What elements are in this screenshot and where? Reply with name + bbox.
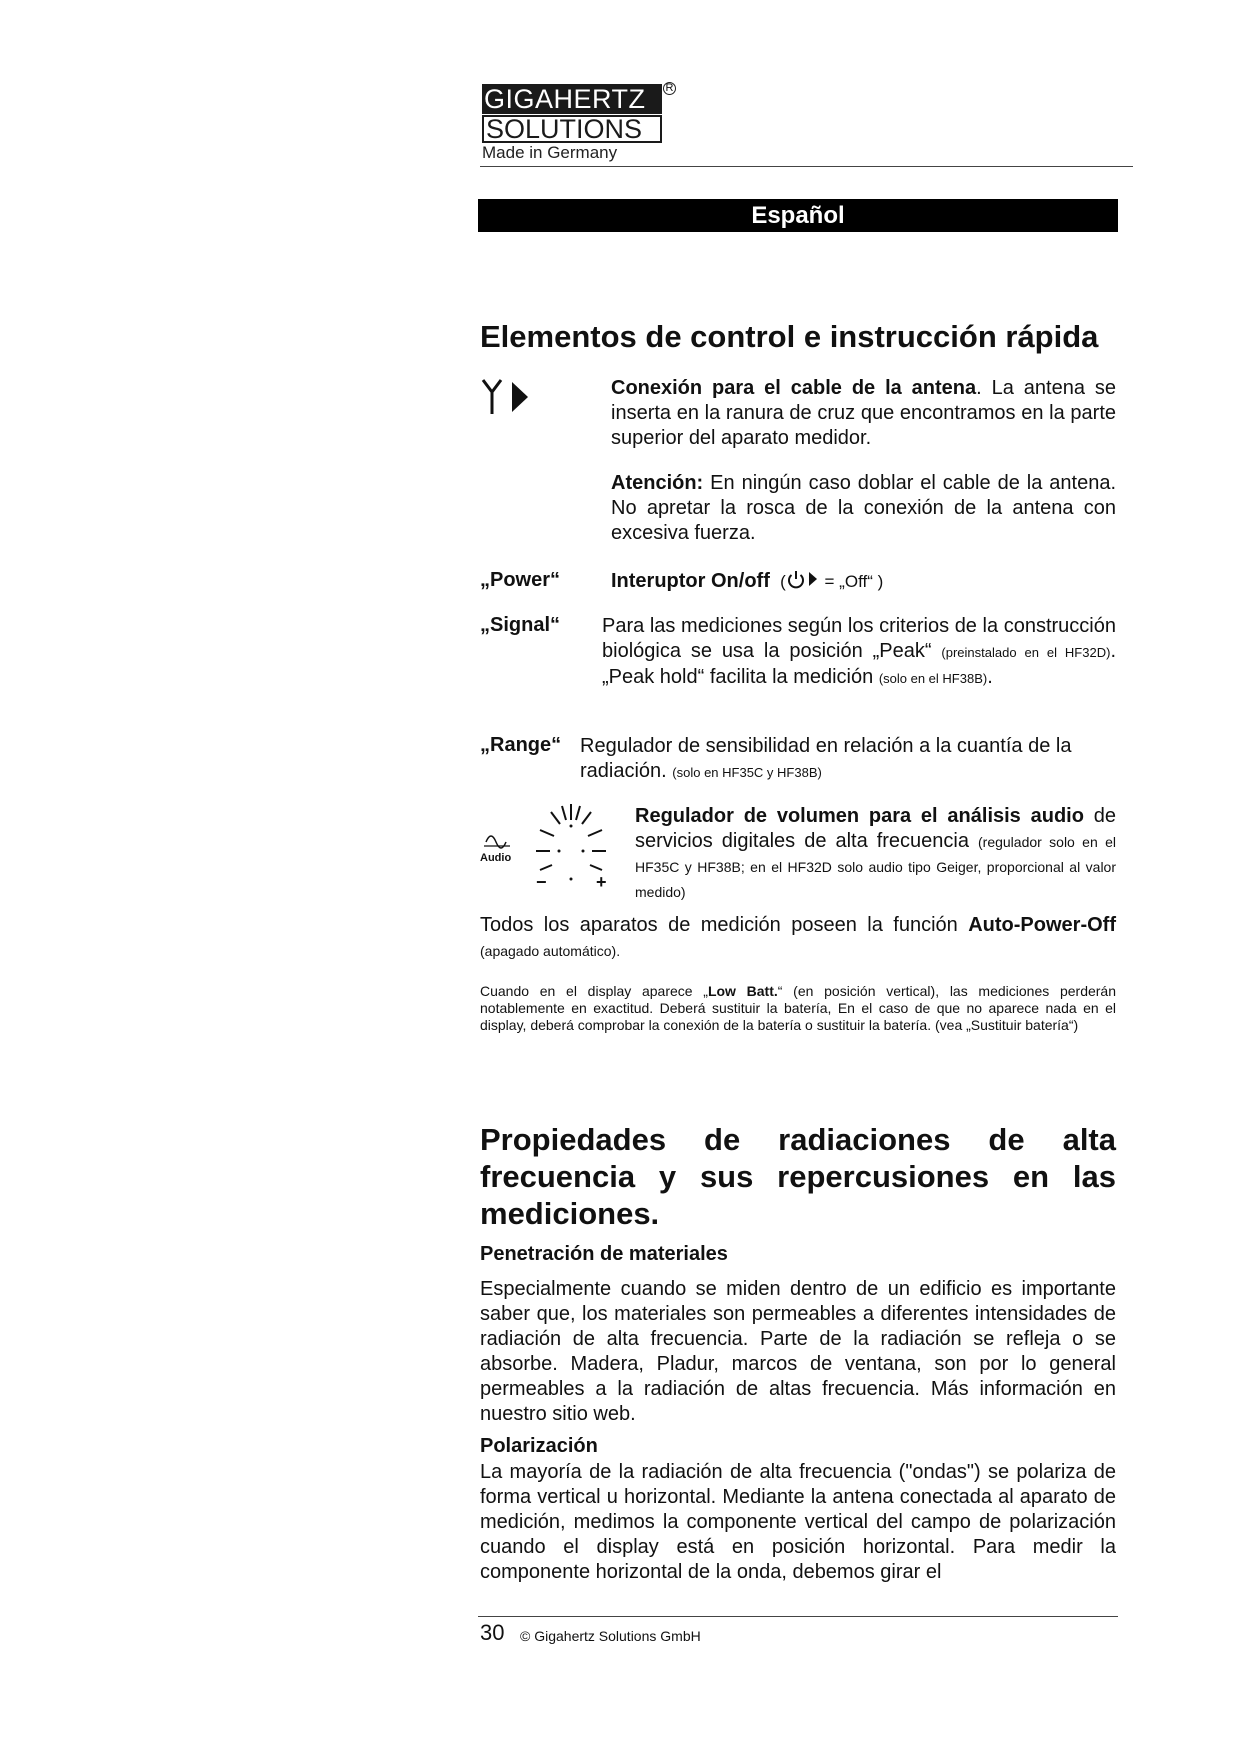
language-bar: Español	[478, 199, 1118, 232]
signal-description	[602, 614, 1116, 691]
logo-line1: GIGAHERTZ	[482, 84, 662, 114]
power-bold: Interuptor On/off	[611, 570, 770, 592]
signal-small2: (solo en el HF38B)	[878, 671, 988, 686]
autopower-small: (apagado automático).	[480, 943, 621, 959]
power-suffix: = „Off“ )	[819, 572, 884, 591]
signal-small1: (preinstalado en el HF32D)	[941, 645, 1111, 660]
registered-mark: R	[663, 82, 676, 95]
dial-plus: +	[596, 872, 607, 892]
power-label: „Power“	[480, 569, 561, 591]
antenna-icon	[480, 376, 536, 421]
audio-icon-label: Audio	[480, 852, 512, 864]
audio-bold: Regulador de volumen para el análisis audio	[635, 805, 1084, 827]
signal-text2: . „Peak hold“ facilita la medición	[602, 640, 1116, 688]
range-small: (solo en HF35C y HF38B)	[672, 765, 822, 780]
section-title-properties: Propiedades de radiaciones de alta frecuencia y sus repercusiones en las mediciones.	[480, 1122, 1116, 1231]
header-rule	[480, 166, 1133, 167]
lowbatt-bold: Low Batt.	[707, 983, 778, 999]
subheading-polarization: Polarización	[480, 1435, 598, 1457]
lowbatt-text1: Cuando en el display aparece „	[480, 983, 708, 999]
antenna-warning	[611, 471, 1116, 546]
low-batt-note	[480, 983, 1116, 1034]
footer-rule	[478, 1616, 1118, 1617]
signal-label: „Signal“	[480, 614, 561, 636]
autopower-bold: Auto-Power-Off	[968, 914, 1116, 936]
audio-text: de servicios digitales de alta frecuencia	[635, 805, 1116, 852]
made-in-germany: Made in Germany	[482, 143, 618, 162]
power-description: Interuptor On/off ( = „Off“ )	[611, 569, 883, 595]
signal-text3: .	[987, 666, 993, 688]
section-title-controls: Elementos de control e instrucción rápida	[480, 319, 1099, 354]
lowbatt-text2: “ (en posición vertical), las mediciones perderán notablemente en exactitud. Deberá sustituir la batería, En el caso de que no aparece nada en el display, deberá comprobar la conexión de la batería o sustituir la batería. (vea „Sustituir batería“)	[480, 983, 1117, 1033]
audio-description	[635, 804, 1116, 904]
dial-minus: −	[536, 872, 547, 892]
range-description	[580, 734, 1116, 785]
paragraph-polarization: La mayoría de la radiación de alta frecuencia ("ondas") se polariza de forma vertical u horizontal. Mediante la antena conectada al aparato de medición, medimos la componente vertical del campo de polarización cuando el display está en posición horizontal. Para medir la componente horizontal de la onda, debemos girar el	[480, 1461, 1116, 1583]
signal-text1: Para las mediciones según los criterios de la construcción biológica se usa la posición „Peak“	[602, 615, 1116, 662]
copyright: © Gigahertz Solutions GmbH	[520, 1628, 701, 1644]
brand-logo	[482, 84, 672, 163]
warning-text: En ningún caso doblar el cable de la antena. No apretar la rosca de la conexión de la antena con excesiva fuerza.	[611, 472, 1116, 544]
warning-bold: Atención:	[611, 472, 704, 494]
autopower-text: Todos los aparatos de medición poseen la función	[480, 914, 958, 936]
page-number: 30	[480, 1620, 505, 1645]
paragraph-penetration: Especialmente cuando se miden dentro de un edificio es importante saber que, los materiales son permeables a diferentes intensidades de radiación de alta frecuencia. Parte de la radiación se refleja o se absorbe. Madera, Pladur, marcos de ventana, son por lo general permeables a la radiación de altas frecuencia. Más información en nuestro sitio web.	[480, 1278, 1116, 1425]
antenna-bold: Conexión para el cable de la antena	[611, 377, 977, 399]
range-label: „Range“	[480, 734, 562, 756]
subheading-penetration: Penetración de materiales	[480, 1243, 728, 1265]
auto-power-off-text	[480, 913, 1116, 964]
logo-line2: SOLUTIONS	[482, 115, 662, 143]
antenna-description	[611, 376, 1116, 451]
audio-small: (regulador solo en el HF35C y HF38B; en el HF32D solo audio tipo Geiger, proporcional al valor medido)	[635, 834, 1116, 900]
power-icon	[786, 569, 820, 595]
range-text: Regulador de sensibilidad en relación a la cuantía de la radiación.	[580, 735, 1072, 782]
antenna-text: . La antena se inserta en la ranura de cruz que encontramos en la parte superior del aparato medidor.	[611, 377, 1116, 449]
